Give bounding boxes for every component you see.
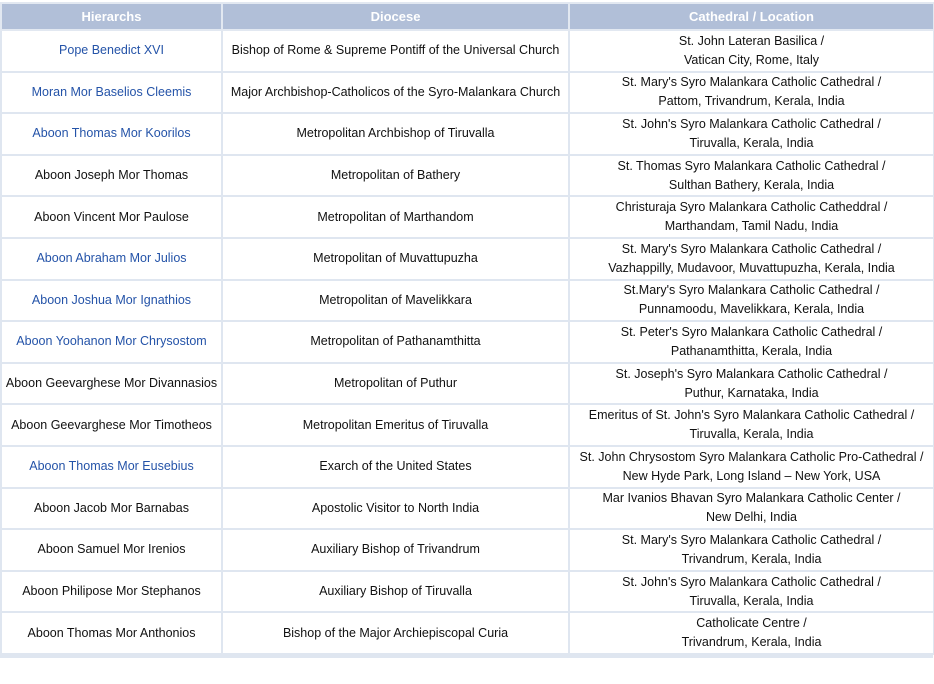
location-name: Vatican City, Rome, Italy [684, 52, 819, 67]
location-cell [569, 571, 934, 613]
hierarch-cell [1, 238, 222, 280]
cathedral-name: Mar Ivanios Bhavan Syro Malankara Catholic Center / [602, 491, 901, 506]
location-cell [569, 363, 934, 405]
cathedral-name: St. John's Syro Malankara Catholic Cathedral / [622, 116, 881, 131]
hierarch-link[interactable]: Pope Benedict XVI [59, 43, 164, 58]
hierarch-cell [1, 363, 222, 405]
cathedral-name: St. John's Syro Malankara Catholic Cathedral / [622, 574, 881, 589]
diocese-cell: Exarch of the United States [222, 446, 569, 488]
location-name: Tiruvalla, Kerala, India [689, 593, 814, 608]
location-cell [569, 404, 934, 446]
cathedral-name: Catholicate Centre / [696, 616, 807, 631]
hierarch-cell [1, 30, 222, 72]
cathedral-name: St. John Lateran Basilica / [678, 33, 825, 48]
cathedral-name: St. John Chrysostom Syro Malankara Catholic Pro-Cathedral / [579, 449, 924, 464]
diocese-cell: Metropolitan Archbishop of Tiruvalla [222, 113, 569, 155]
location-name: Tiruvalla, Kerala, India [689, 427, 814, 442]
cathedral-name: St. Thomas Syro Malankara Catholic Cathedral / [617, 158, 886, 173]
hierarch-name: Aboon Philipose Mor Stephanos [22, 584, 201, 599]
hierarch-cell [1, 280, 222, 322]
hierarch-link[interactable]: Aboon Thomas Mor Koorilos [32, 126, 191, 141]
header-cathedral-location: Cathedral / Location [569, 3, 934, 30]
hierarch-cell [1, 155, 222, 197]
location-name: Sulthan Bathery, Kerala, India [668, 177, 835, 192]
table-row [1, 30, 934, 72]
location-name: Pattom, Trivandrum, Kerala, India [658, 94, 845, 109]
hierarch-link[interactable]: Aboon Thomas Mor Eusebius [29, 459, 194, 474]
table-footer-bar [0, 655, 933, 658]
cathedral-name: St. Peter's Syro Malankara Catholic Cathedral / [620, 324, 883, 339]
location-cell [569, 612, 934, 654]
hierarch-link[interactable]: Moran Mor Baselios Cleemis [31, 84, 192, 99]
table-row [1, 196, 934, 238]
location-cell [569, 155, 934, 197]
table-row [1, 280, 934, 322]
table-row [1, 571, 934, 613]
diocese-cell: Metropolitan of Mavelikkara [222, 280, 569, 322]
cathedral-name: St. Mary's Syro Malankara Catholic Cathedral / [621, 241, 882, 256]
location-name: New Delhi, India [705, 510, 797, 525]
diocese-cell: Major Archbishop-Catholicos of the Syro-Malankara Church [222, 72, 569, 114]
hierarch-cell [1, 321, 222, 363]
hierarch-link[interactable]: Aboon Yoohanon Mor Chrysostom [16, 334, 207, 349]
hierarch-link[interactable]: Aboon Joshua Mor Ignathios [31, 292, 192, 307]
hierarch-name: Aboon Geevarghese Mor Divannasios [5, 376, 218, 391]
cathedral-name: St. Joseph's Syro Malankara Catholic Cathedral / [615, 366, 888, 381]
location-name: Vazhappilly, Mudavoor, Muvattupuzha, Kerala, India [608, 260, 895, 275]
diocese-cell: Metropolitan of Pathanamthitta [222, 321, 569, 363]
hierarch-name: Aboon Thomas Mor Anthonios [27, 625, 196, 640]
table-row [1, 238, 934, 280]
location-name: Pathanamthitta, Kerala, India [670, 343, 833, 358]
table-row [1, 113, 934, 155]
hierarch-cell [1, 113, 222, 155]
hierarch-cell [1, 196, 222, 238]
cathedral-name: St. Mary's Syro Malankara Catholic Cathedral / [621, 75, 882, 90]
location-name: Marthandam, Tamil Nadu, India [664, 219, 839, 234]
hierarch-name: Aboon Jacob Mor Barnabas [34, 500, 189, 515]
location-name: Punnamoodu, Mavelikkara, Kerala, India [638, 302, 865, 317]
location-name: Trivandrum, Kerala, India [681, 551, 822, 566]
hierarch-name: Aboon Geevarghese Mor Timotheos [11, 417, 212, 432]
table-row [1, 321, 934, 363]
location-name: Puthur, Karnataka, India [684, 385, 819, 400]
location-cell [569, 238, 934, 280]
cathedral-name: St. Mary's Syro Malankara Catholic Cathedral / [621, 532, 882, 547]
diocese-cell: Metropolitan of Puthur [222, 363, 569, 405]
hierarch-cell [1, 529, 222, 571]
cathedral-name: Emeritus of St. John's Syro Malankara Catholic Cathedral / [588, 408, 915, 423]
table-row [1, 363, 934, 405]
location-cell [569, 113, 934, 155]
diocese-cell: Metropolitan of Marthandom [222, 196, 569, 238]
hierarch-name: Aboon Joseph Mor Thomas [34, 168, 189, 183]
header-row [1, 3, 934, 30]
location-cell [569, 196, 934, 238]
table-row [1, 612, 934, 654]
location-name: New Hyde Park, Long Island – New York, USA [622, 468, 881, 483]
location-cell [569, 446, 934, 488]
location-cell [569, 488, 934, 530]
hierarch-cell [1, 404, 222, 446]
table-row [1, 72, 934, 114]
header-diocese: Diocese [222, 3, 569, 30]
diocese-cell: Metropolitan of Muvattupuzha [222, 238, 569, 280]
location-cell [569, 280, 934, 322]
table-row [1, 446, 934, 488]
cathedral-name: Christuraja Syro Malankara Catholic Catheddral / [615, 200, 888, 215]
table-row [1, 529, 934, 571]
hierarch-name: Aboon Vincent Mor Paulose [34, 209, 189, 224]
hierarch-cell [1, 72, 222, 114]
cathedral-name: St.Mary's Syro Malankara Catholic Cathedral / [623, 283, 880, 298]
hierarch-link[interactable]: Aboon Abraham Mor Julios [36, 251, 187, 266]
diocese-cell: Bishop of Rome & Supreme Pontiff of the Universal Church [222, 30, 569, 72]
diocese-cell: Metropolitan of Bathery [222, 155, 569, 197]
location-cell [569, 321, 934, 363]
diocese-cell: Auxiliary Bishop of Trivandrum [222, 529, 569, 571]
hierarch-cell [1, 488, 222, 530]
location-name: Tiruvalla, Kerala, India [689, 135, 814, 150]
table-row [1, 155, 934, 197]
hierarch-name: Aboon Samuel Mor Irenios [37, 542, 186, 557]
table-row [1, 404, 934, 446]
location-name: Trivandrum, Kerala, India [681, 635, 822, 650]
header-hierarchs: Hierarchs [1, 3, 222, 30]
hierarch-cell [1, 612, 222, 654]
hierarchs-table [0, 2, 934, 655]
table-row [1, 488, 934, 530]
hierarch-cell [1, 446, 222, 488]
diocese-cell: Auxiliary Bishop of Tiruvalla [222, 571, 569, 613]
diocese-cell: Metropolitan Emeritus of Tiruvalla [222, 404, 569, 446]
location-cell [569, 529, 934, 571]
diocese-cell: Apostolic Visitor to North India [222, 488, 569, 530]
location-cell [569, 30, 934, 72]
hierarch-cell [1, 571, 222, 613]
table-body [1, 30, 934, 654]
location-cell [569, 72, 934, 114]
diocese-cell: Bishop of the Major Archiepiscopal Curia [222, 612, 569, 654]
